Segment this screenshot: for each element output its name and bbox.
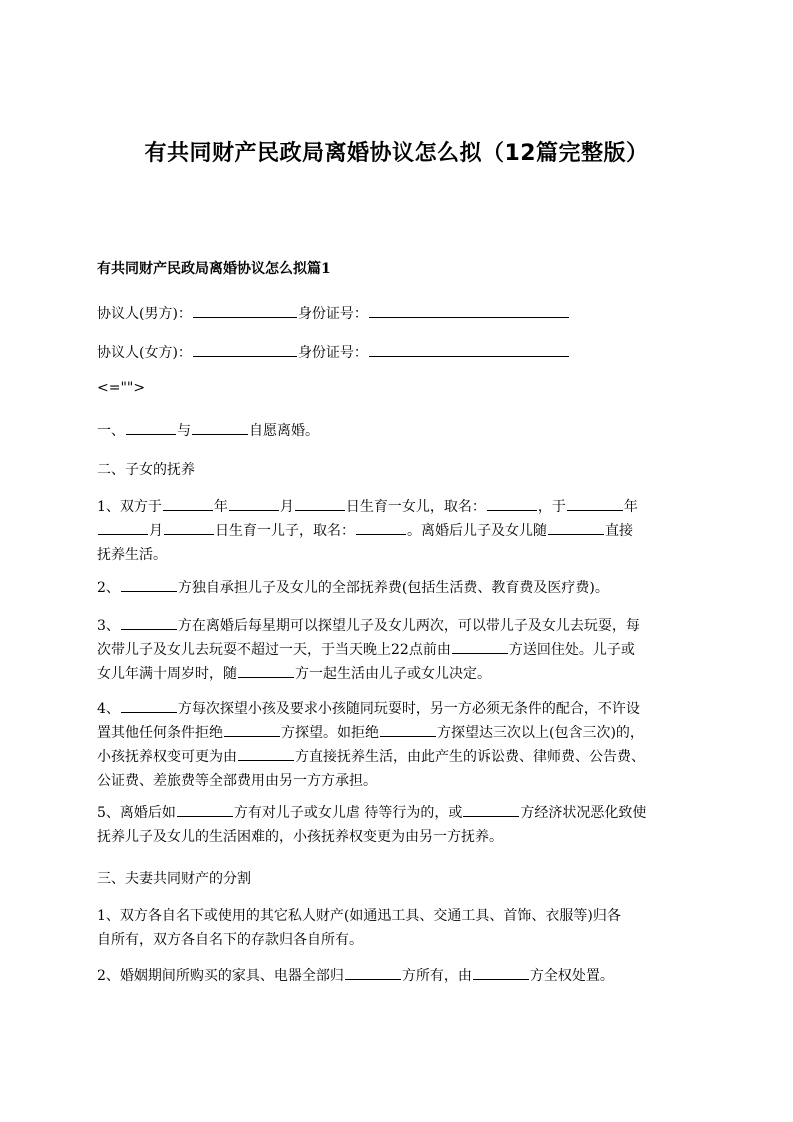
male-id-label: 身份证号： bbox=[297, 306, 368, 322]
para-text: 5、离婚后如 bbox=[97, 805, 176, 821]
para-text: 方经济状况恶化致使 bbox=[520, 805, 647, 821]
para-text: 直接 bbox=[605, 523, 633, 539]
blank bbox=[452, 639, 508, 654]
para-text: 方探望。如拒绝 bbox=[281, 725, 379, 741]
para-text: 公证费、差旅费等全部费用由另一方方承担。 bbox=[97, 773, 377, 789]
female-party-label: 协议人(女方)： bbox=[97, 345, 192, 361]
female-party-line bbox=[97, 341, 705, 365]
blank bbox=[164, 520, 214, 535]
para-text: 方每次探望小孩及要求小孩随同玩耍时，另一方必须无条件的配合，不许设 bbox=[177, 701, 640, 717]
para-text: 抚养儿子及女儿的生活困难的，小孩抚养权变更为由另一方抚养。 bbox=[97, 829, 503, 845]
blank bbox=[356, 520, 406, 535]
blank bbox=[295, 496, 345, 511]
blank bbox=[487, 496, 537, 511]
male-party-label: 协议人(男方)： bbox=[97, 306, 192, 322]
para-text: 方在离婚后每星期可以探望儿子及女儿两次，可以带儿子及女儿去玩耍，每 bbox=[177, 618, 640, 634]
paragraph-2-4 bbox=[97, 697, 705, 793]
para-text: 方所有，由 bbox=[401, 968, 472, 984]
blank bbox=[238, 746, 294, 761]
para-text: 年 bbox=[213, 499, 228, 515]
paragraph-3-1 bbox=[97, 904, 705, 952]
para-text: ，于 bbox=[537, 499, 566, 515]
para-text: 。离婚后儿子及女儿随 bbox=[407, 523, 547, 539]
female-id-blank bbox=[369, 342, 569, 357]
para-text: 次带儿子及女儿去玩耍不超过一天，于当天晚上22点前由 bbox=[97, 642, 451, 658]
blank bbox=[567, 496, 623, 511]
blank bbox=[163, 496, 213, 511]
section-2-heading: 二、子女的抚养 bbox=[97, 462, 195, 478]
section-heading: 有共同财产民政局离婚协议怎么拟篇1 bbox=[97, 261, 331, 277]
blank bbox=[548, 520, 604, 535]
female-name-blank bbox=[193, 342, 297, 357]
blank bbox=[380, 722, 436, 737]
blank bbox=[121, 577, 177, 592]
para-text: 小孩抚养权变可更为由 bbox=[97, 749, 237, 765]
blank bbox=[98, 520, 148, 535]
para-text: 4、 bbox=[97, 701, 120, 717]
female-id-label: 身份证号： bbox=[297, 345, 368, 361]
para-text: 方有对儿子或女儿虐 待等行为的，或 bbox=[233, 805, 463, 821]
para-text: 女儿年满十周岁时，随 bbox=[97, 666, 237, 682]
paragraph-3-2 bbox=[97, 964, 705, 988]
male-party-line bbox=[97, 302, 705, 326]
para-text: 月 bbox=[279, 499, 294, 515]
blank bbox=[192, 420, 248, 435]
blank bbox=[126, 420, 176, 435]
para-text: 方探望达三次以上(包含三次)的， bbox=[437, 725, 644, 741]
stray-markup-text: <=""> bbox=[97, 380, 146, 396]
paragraph-2-5 bbox=[97, 801, 705, 849]
paragraph-2-3 bbox=[97, 614, 705, 686]
blank bbox=[121, 698, 177, 713]
para-text: 1、双方于 bbox=[97, 499, 162, 515]
para-text: 置其他任何条件拒绝 bbox=[97, 725, 223, 741]
para-text: 日生育一女儿，取名： bbox=[345, 499, 486, 515]
clause-text: 一、 bbox=[97, 423, 125, 439]
paragraph-2-2 bbox=[97, 576, 705, 600]
para-text: 自所有，双方各自名下的存款归各自所有。 bbox=[97, 932, 363, 948]
blank bbox=[463, 802, 519, 817]
para-text: 方全权处置。 bbox=[529, 968, 614, 984]
blank bbox=[238, 663, 294, 678]
para-text: 方送回住处。儿子或 bbox=[508, 642, 635, 658]
blank bbox=[229, 496, 279, 511]
blank bbox=[177, 802, 233, 817]
male-id-blank bbox=[369, 303, 569, 318]
para-text: 年 bbox=[623, 499, 638, 515]
clause-1 bbox=[97, 419, 705, 443]
blank bbox=[121, 615, 177, 630]
document-title: 有共同财产民政局离婚协议怎么拟（12篇完整版） bbox=[144, 141, 649, 166]
clause-text: 与 bbox=[177, 423, 191, 439]
para-text: 2、 bbox=[97, 580, 120, 596]
paragraph-2-1 bbox=[97, 495, 705, 567]
male-name-blank bbox=[193, 303, 297, 318]
para-text: 3、 bbox=[97, 618, 120, 634]
blank bbox=[473, 965, 529, 980]
blank bbox=[345, 965, 401, 980]
para-text: 2、婚姻期间所购买的家具、电器全部归 bbox=[97, 968, 344, 984]
para-text: 日生育一儿子，取名： bbox=[215, 523, 355, 539]
para-text: 方直接抚养生活，由此产生的诉讼费、律师费、公告费、 bbox=[295, 749, 645, 765]
para-text: 方一起生活由儿子或女儿决定。 bbox=[295, 666, 491, 682]
para-text: 1、双方各自名下或使用的其它私人财产(如通迅工具、交通工具、首饰、衣服等)归各 bbox=[97, 908, 621, 924]
para-text: 抚养生活。 bbox=[97, 547, 167, 563]
clause-text: 自愿离婚。 bbox=[249, 423, 319, 439]
section-3-heading: 三、夫妻共同财产的分割 bbox=[97, 871, 251, 887]
para-text: 方独自承担儿子及女儿的全部抚养费(包括生活费、教育费及医疗费)。 bbox=[177, 580, 609, 596]
blank bbox=[224, 722, 280, 737]
para-text: 月 bbox=[149, 523, 163, 539]
